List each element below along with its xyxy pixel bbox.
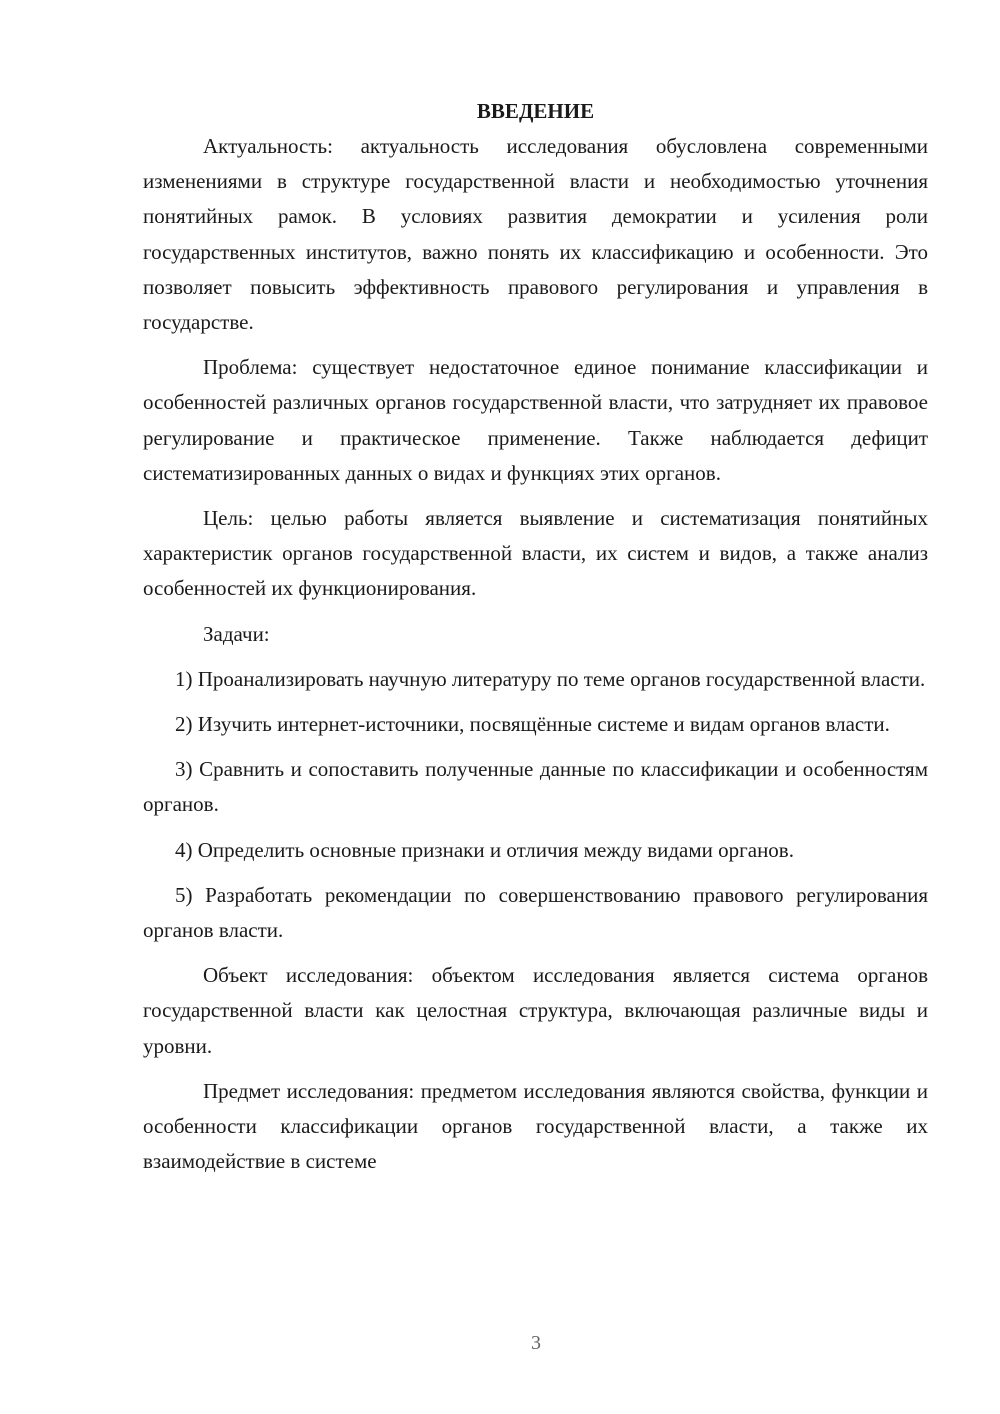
task-item-3: 3) Сравнить и сопоставить полученные данные по классификации и особенностям органов.	[143, 757, 928, 817]
paragraph-object: Объект исследования: объектом исследования является система органов государственной власти как целостная структура, включающая различные виды и уровни.	[143, 963, 928, 1058]
section-title: ВВЕДЕНИЕ	[476, 99, 595, 123]
task-item-5: 5) Разработать рекомендации по совершенствованию правового регулирования органов власти.	[143, 882, 928, 943]
page-number: 3	[531, 1332, 541, 1354]
task-item-2: 2) Изучить интернет-источники, посвящённые системе и видам органов власти.	[175, 712, 890, 737]
task-item-4: 4) Определить основные признаки и отличия между видами органов.	[175, 837, 794, 862]
paragraph-subject: Предмет исследования: предметом исследования являются свойства, функции и особенности классификации органов государственной власти, а также их взаимодействие в системе	[143, 1078, 928, 1174]
paragraph-problem: Проблема: существует недостаточное единое понимание классификации и особенностей различных органов государственной власти, что затрудняет их правовое регулирование и практическое применение. Также наблюдается дефицит систематизированных данных о видах и функциях этих органов.	[143, 355, 928, 485]
tasks-label: Задачи:	[203, 621, 270, 646]
paragraph-goal: Цель: целью работы является выявление и систематизация понятийных характеристик органов государственной власти, их систем и видов, а также анализ особенностей их функционирования.	[143, 506, 928, 601]
document-body	[143, 94, 928, 1189]
task-item-1: 1) Проанализировать научную литературу по теме органов государственной власти.	[175, 666, 926, 691]
paragraph-relevance: Актуальность: актуальность исследования обусловлена современными изменениями в структуре государственной власти и необходимостью уточнения понятийных рамок. В условиях развития демократии и усиления роли государственных институтов, важно понять их классификацию и особенности. Это позволяет повысить эффективность правового регулирования и управления в государстве.	[143, 134, 928, 335]
